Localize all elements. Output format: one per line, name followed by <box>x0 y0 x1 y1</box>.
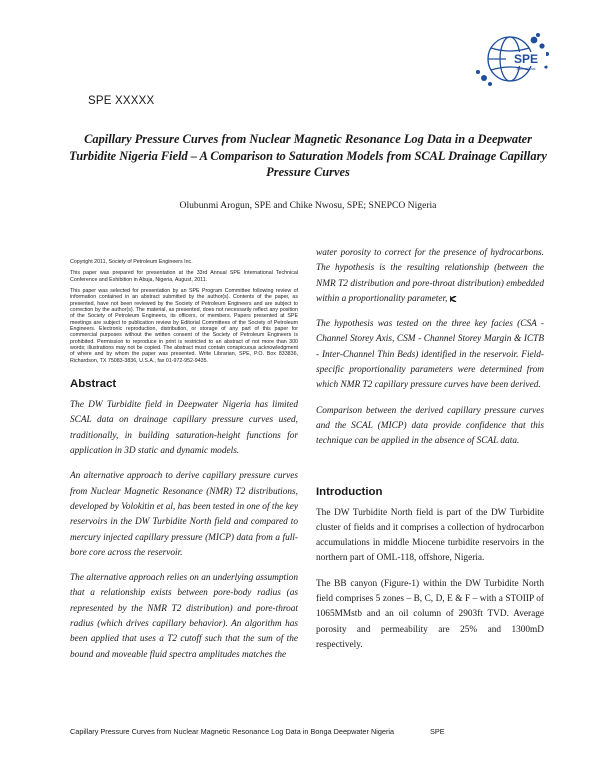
abstract-heading: Abstract <box>70 378 117 391</box>
abstract-paragraph-2: An alternative approach to derive capillary pressure curves from Nuclear Magnetic Resonance (NMR) T2 distributions, developed by Volokitin et al, has been tested in one of the key reservoirs in the DW Turbidite North field and compared to mercury injected capillary pressure (MICP) data from a full-bore core across the reservoir. <box>70 471 298 558</box>
introduction-heading: Introduction <box>316 485 383 498</box>
abstract-paragraph-3-continued-text: water porosity to correct for the presence of hydrocarbons. The hypothesis is the resulting relationship (between the NMR T2 distribution and pore-throat distribution) embedded within a proportionality parameter, <box>316 248 544 304</box>
paper-title: Capillary Pressure Curves from Nuclear Magnetic Resonance Log Data in a Deepwater Turbidite Nigeria Field – A Comparison to Saturation Models from SCAL Drainage Capillary Pressure Curves <box>69 132 547 179</box>
page-footer <box>70 727 540 736</box>
left-column <box>70 259 298 673</box>
selection-notice: This paper was selected for presentation by an SPE Program Committee following review of information contained in an abstract submitted by the author(s). Contents of the paper, as presented, have not been reviewed by the Society of Petroleum Engineers and are subject to correction by the author(s). The material, as presented, does not necessarily reflect any position of the Society of Petroleum Engineers, its officers, or members. Papers presented at SPE meetings are subject to publication review by Editorial Committees of the Society of Petroleum Engineers. Electronic reproduction, distribution, or storage of any part of this paper for commercial purposes without the written consent of the Society of Petroleum Engineers is prohibited. Permission to reproduce in print is restricted to an abstract of not more than 300 words; illustrations may not be copied. The abstract must contain conspicuous acknowledgment of where and by whom the paper was presented. Write Librarian, SPE, P.O. Box 833836, Richardson, TX 75083-3836, U.S.A., fax 01-972-952-9435. <box>70 288 298 364</box>
abstract-paragraph-3-continued <box>316 246 544 307</box>
prepared-for-notice: This paper was prepared for presentation at the 33rd Annual SPE International Technical Conference and Exhibition in Abuja, Nigeria, August, 2011. <box>70 270 298 283</box>
logo-subtext: International <box>516 67 536 71</box>
introduction-paragraph-1: The DW Turbidite North field is part of the DW Turbidite cluster of fields and it comprises a collection of hydrocarbon accumulations in middle Miocene turbidite reservoirs in the northern part of OML-118, offshore, Nigeria. <box>316 507 544 564</box>
abstract-paragraph-1: The DW Turbidite field in Deepwater Nigeria has limited SCAL data on drainage capillary pressure curves used, traditionally, in building saturation-height functions for application in 3D static and dynamic models. <box>70 400 298 457</box>
introduction-paragraph-2: The BB canyon (Figure-1) within the DW Turbidite North field comprises 5 zones – B, C, D, E & F – with a STOIIP of 1065MMstb and an oil column of 2903ft TVD. Average porosity and permeability are 25% and 1300mD respectively. <box>316 578 544 650</box>
footer-society: SPE <box>430 727 445 736</box>
paper-number: SPE XXXXX <box>88 95 155 107</box>
abstract-paragraph-4: The hypothesis was tested on the three key facies (CSA - Channel Storey Axis, CSM - Channel Storey Margin & ICTB - Inter-Channel Thin Beds) identified in the reservoir. Field-specific proportionality parameters were determined from which NMR T2 capillary pressure curves have been derived. <box>316 319 544 391</box>
abstract-paragraph-3: The alternative approach relies on an underlying assumption that a relationship exists between pore-body radius (as represented by the NMR T2 distribution) and pore-throat radius (which drives capillary behavior). An algorithm has been applied that uses a T2 cutoff such that the sum of the bound and moveable fluid spectra amplitudes matches the <box>70 573 298 660</box>
authors: Olubunmi Arogun, SPE and Chike Nwosu, SPE; SNEPCO Nigeria <box>179 200 437 211</box>
spe-logo <box>476 32 554 86</box>
copyright-notice: Copyright 2011, Society of Petroleum Engineers Inc. <box>70 259 193 265</box>
footer-running-title: Capillary Pressure Curves from Nuclear Magnetic Resonance Log Data in Bonga Deepwater Nigeria <box>70 727 395 736</box>
right-column <box>316 246 544 663</box>
abstract-paragraph-5: Comparison between the derived capillary pressure curves and the SCAL (MICP) data provide confidence that this technique can be applied in the absence of SCAL data. <box>316 405 544 447</box>
symbol-icon <box>450 296 457 302</box>
logo-text: SPE <box>513 52 539 66</box>
